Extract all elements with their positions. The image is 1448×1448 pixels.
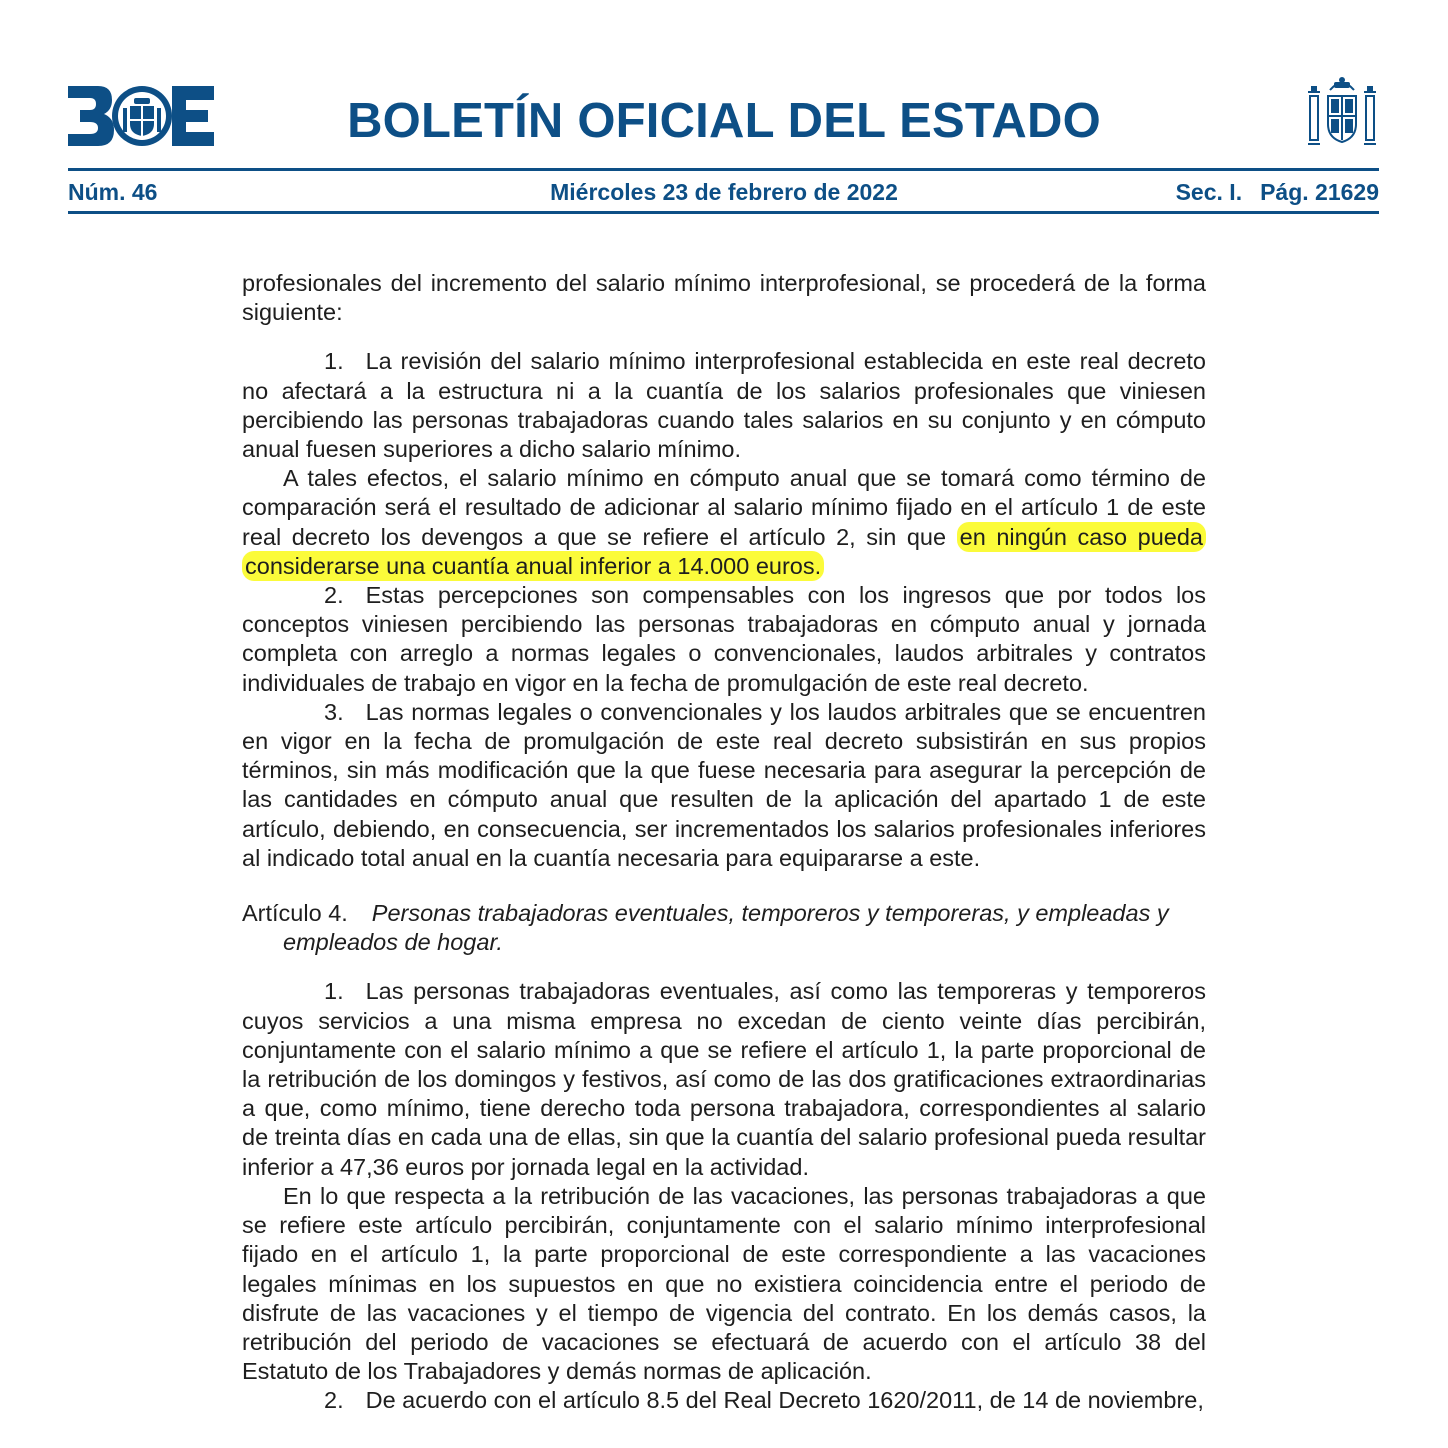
item-number: 2. — [324, 582, 344, 609]
paragraph-item-1 — [242, 347, 1206, 464]
page-title: BOLETÍN OFICIAL DEL ESTADO — [347, 94, 1101, 148]
paragraph-text: De acuerdo con el artículo 8.5 del Real Decreto 1620/2011, de 14 de noviembre, — [365, 1387, 1204, 1414]
paragraph-text: A tales efectos, el salario mínimo en cómputo anual que se tomará como término de comparación será el resultado de adicionar al salario mínimo fijado en el artículo 1 de este real decreto los devengos a que se refiere el artículo 2, sin que — [242, 465, 1206, 550]
header-rule-bottom — [68, 211, 1379, 214]
item-number: 2. — [324, 1387, 344, 1414]
paragraph-text: Estas percepciones son compensables con los ingresos que por todos los conceptos viniesen percibiendo las personas trabajadoras en cómputo anual y jornada completa con arreglo a normas legales o convencionales, laudos arbitrales y contratos individuales de trabajo en vigor en la fecha de promulgación de este real decreto. — [242, 582, 1206, 696]
item-number: 1. — [324, 348, 344, 375]
section-page — [1176, 179, 1379, 206]
boe-logo-icon — [68, 86, 215, 146]
issue-number: Núm. 46 — [68, 179, 158, 205]
paragraph-item-3 — [242, 698, 1206, 873]
section-label: Sec. I. — [1175, 179, 1243, 205]
article-title: Personas trabajadoras eventuales, temporeros y temporeras, y empleadas y empleados de hogar. — [283, 900, 1169, 956]
paragraph-text: Las normas legales o convencionales y los laudos arbitrales que se encuentren en vigor en la fecha de promulgación de este real decreto subsistirán en sus propios términos, sin más modificación que la que fuese necesaria para asegurar la percepción de las cantidades en cómputo anual que resulten de la aplicación del apartado 1 de este artículo, debiendo, en consecuencia, ser incrementados los salarios profesionales inferiores al indicado total anual en la cuantía necesaria para equipararse a este. — [242, 698, 1206, 871]
coat-of-arms-icon — [1304, 72, 1380, 152]
article-heading — [242, 899, 1206, 957]
paragraph-intro: profesionales del incremento del salario mínimo interprofesional, se procederá de la forma siguiente: — [242, 270, 1206, 326]
item-number: 3. — [324, 698, 344, 725]
paragraph-item-2 — [242, 581, 1206, 698]
header-rule-top — [68, 168, 1379, 171]
paragraph-text: La revisión del salario mínimo interprofesional establecida en este real decreto no afectará a la estructura ni a la cuantía de los salarios profesionales que viniesen percibiendo las personas trabajadoras cuando tales salarios en su conjunto y en cómputo anual fuesen superiores a dicho salario mínimo. — [242, 348, 1206, 463]
page-number: Pág. 21629 — [1260, 179, 1379, 205]
document-body — [242, 269, 1206, 1416]
paragraph-vacations: En lo que respecta a la retribución de las vacaciones, las personas trabajadoras a que se refiere este artículo percibirán, conjuntamente con el salario mínimo interprofesional fijado en el artículo 1, la parte proporcional de este correspondiente a las vacaciones legales mínimas en los supuestos en que no existiera coincidencia entre el periodo de disfrute de las vacaciones y el tiempo de vigencia del contrato. En los demás casos, la retribución del periodo de vacaciones se efectuará de acuerdo con el artículo 38 del Estatuto de los Trabajadores y demás normas de aplicación. — [242, 1182, 1206, 1385]
issue-date: Miércoles 23 de febrero de 2022 — [550, 179, 898, 205]
paragraph-art4-item-1 — [242, 977, 1206, 1181]
item-number: 1. — [324, 978, 344, 1005]
paragraph-effects — [242, 464, 1206, 581]
paragraph-art4-item-2 — [242, 1386, 1206, 1415]
paragraph-text: Las personas trabajadoras eventuales, así como las temporeras y temporeros cuyos servicios a una misma empresa no excedan de ciento veinte días percibirán, conjuntamente con el salario mínimo a que se refiere el artículo 1, la parte proporcional de la retribución de los domingos y festivos, así como de las dos gratificaciones extraordinarias a que, como mínimo, tiene derecho toda persona trabajadora, correspondientes al salario de treinta días en cada una de ellas, sin que la cuantía del salario profesional pueda resultar inferior a 47,36 euros por jornada legal en la actividad. — [242, 978, 1206, 1180]
article-label: Artículo 4. — [242, 900, 348, 927]
highlighted-text: en ningún caso pueda considerarse una cuantía anual inferior a 14.000 euros. — [242, 522, 1206, 581]
